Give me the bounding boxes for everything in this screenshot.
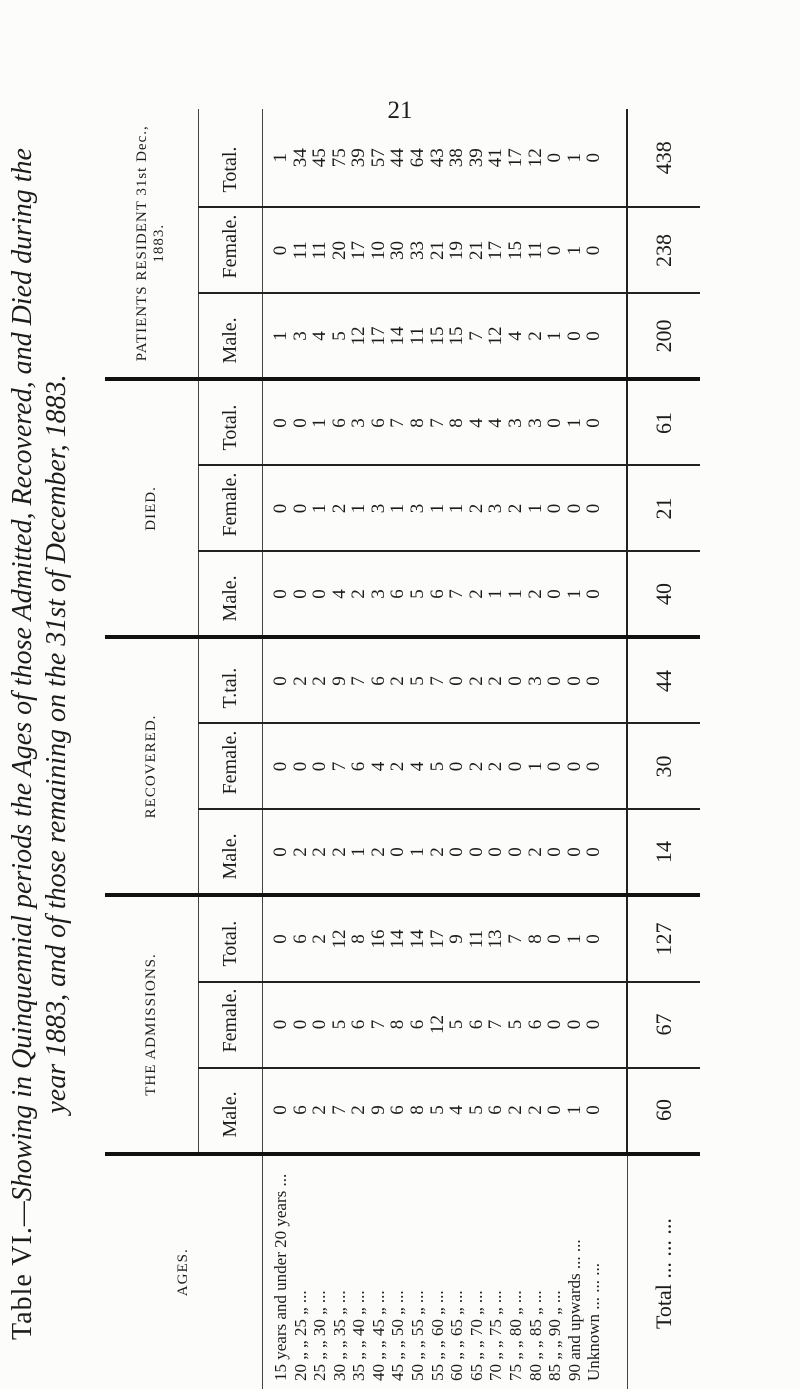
admissions-total-header: Total. bbox=[198, 895, 262, 981]
table-value: 2 bbox=[309, 847, 331, 857]
table-value: 8 bbox=[407, 418, 429, 428]
age-group-label: 25 „ „ 30 „ ... bbox=[310, 1290, 330, 1381]
table-value: 1 bbox=[269, 152, 291, 163]
table-value: 11 bbox=[524, 241, 546, 260]
table-value: 7 bbox=[446, 589, 468, 599]
table-value: 0 bbox=[544, 934, 566, 944]
table-value: 0 bbox=[544, 418, 566, 428]
table-value: 2 bbox=[485, 761, 507, 772]
table-value: 6 bbox=[485, 1105, 507, 1115]
table-value: 0 bbox=[583, 331, 605, 341]
table-value: 6 bbox=[328, 418, 350, 428]
table-value: 19 bbox=[446, 240, 468, 260]
table-value: 0 bbox=[544, 1105, 566, 1115]
table-value: 0 bbox=[269, 1105, 291, 1115]
table-value: 5 bbox=[407, 589, 429, 599]
recovered-male-cell bbox=[262, 809, 627, 895]
table-value: 0 bbox=[269, 418, 291, 428]
table-value: 7 bbox=[426, 418, 448, 428]
age-groups-cell bbox=[262, 1154, 627, 1389]
table-value: 1 bbox=[309, 503, 331, 514]
table-value: 2 bbox=[465, 503, 487, 514]
resident-total-values bbox=[263, 109, 604, 206]
totals-row bbox=[627, 109, 700, 1389]
table-value: 17 bbox=[426, 929, 448, 949]
table-value: 12 bbox=[426, 1015, 448, 1035]
admissions-female-header: Female. bbox=[198, 982, 262, 1068]
table-value: 2 bbox=[524, 847, 546, 857]
table-value: 7 bbox=[505, 934, 527, 944]
caption-line-2: year 1883, and of those remaining on the 31st of December, 1883. bbox=[41, 374, 72, 1114]
table-value: 2 bbox=[387, 761, 409, 772]
table-value: 2 bbox=[387, 676, 409, 686]
table-value: 0 bbox=[583, 1105, 605, 1115]
table-value: 9 bbox=[367, 1105, 389, 1115]
recovered-total-cell bbox=[262, 637, 627, 723]
table-value: 7 bbox=[328, 1105, 350, 1115]
table-value: 0 bbox=[269, 761, 291, 772]
table-value: 0 bbox=[269, 1019, 291, 1030]
table-value: 6 bbox=[524, 1019, 546, 1030]
resident-total-header: Total. bbox=[198, 109, 262, 207]
table-value: 0 bbox=[583, 761, 605, 772]
table-value: 0 bbox=[505, 676, 527, 686]
table-value: 7 bbox=[367, 1019, 389, 1030]
table-value: 1 bbox=[426, 503, 448, 514]
died-female-header: Female. bbox=[198, 465, 262, 551]
admissions-total-total: 127 bbox=[627, 895, 700, 981]
died-female-total: 21 bbox=[627, 465, 700, 551]
table-value: 14 bbox=[407, 929, 429, 949]
table-value: 4 bbox=[485, 418, 507, 428]
table-value: 3 bbox=[505, 418, 527, 428]
table-value: 5 bbox=[407, 676, 429, 686]
table-value: 4 bbox=[505, 331, 527, 341]
table-value: 0 bbox=[544, 245, 566, 256]
table-value: 41 bbox=[485, 148, 507, 168]
table-value: 0 bbox=[544, 847, 566, 857]
table-value: 2 bbox=[348, 589, 370, 599]
table-value: 0 bbox=[289, 503, 311, 514]
table-value: 2 bbox=[289, 847, 311, 857]
table-value: 0 bbox=[269, 934, 291, 944]
resident-female-header: Female. bbox=[198, 207, 262, 293]
age-group-label: Unknown ... ... ... bbox=[584, 1262, 604, 1381]
table-value: 0 bbox=[387, 847, 409, 857]
table-value: 0 bbox=[583, 152, 605, 163]
table-value: 2 bbox=[289, 676, 311, 686]
resident-female-total: 238 bbox=[627, 207, 700, 293]
table-value: 3 bbox=[367, 589, 389, 599]
table-value: 14 bbox=[387, 929, 409, 949]
table-value: 0 bbox=[583, 589, 605, 599]
table-value: 6 bbox=[348, 761, 370, 772]
table-value: 11 bbox=[407, 326, 429, 346]
table-value: 1 bbox=[269, 331, 291, 341]
age-group-label: 60 „ „ 65 „ ... bbox=[447, 1290, 467, 1381]
table-value: 4 bbox=[407, 761, 429, 772]
table-value: 75 bbox=[328, 148, 350, 168]
recovered-male-values bbox=[263, 810, 604, 893]
recovered-female-header: Female. bbox=[198, 723, 262, 809]
admissions-male-total: 60 bbox=[627, 1068, 700, 1154]
table-value: 4 bbox=[446, 1105, 468, 1115]
age-group-label: 85 „ „ 90 „ ... bbox=[545, 1290, 565, 1381]
table-value: 5 bbox=[505, 1019, 527, 1030]
recovered-header: RECOVERED. bbox=[105, 637, 198, 895]
table-caption bbox=[6, 129, 74, 1359]
table-value: 8 bbox=[524, 934, 546, 944]
table-value: 0 bbox=[269, 676, 291, 686]
table-value: 0 bbox=[309, 1019, 331, 1030]
table-value: 5 bbox=[426, 761, 448, 772]
table-value: 2 bbox=[367, 847, 389, 857]
table-value: 3 bbox=[289, 331, 311, 341]
table-value: 1 bbox=[407, 847, 429, 857]
admissions-header: THE ADMISSIONS. bbox=[105, 895, 198, 1153]
table-value: 0 bbox=[563, 676, 585, 686]
table-value: 8 bbox=[407, 1105, 429, 1115]
table-value: 8 bbox=[348, 934, 370, 944]
table-value: 6 bbox=[387, 589, 409, 599]
age-group-label: 15 years and under 20 years ... bbox=[270, 1173, 290, 1381]
table-value: 6 bbox=[407, 1019, 429, 1030]
table-value: 1 bbox=[524, 503, 546, 514]
table-value: 1 bbox=[563, 418, 585, 428]
caption-line-1: —Showing in Quinquennial periods the Ages of those Admitted, Recovered, and Died during the bbox=[7, 148, 38, 1227]
table-value: 7 bbox=[387, 418, 409, 428]
table-value: 12 bbox=[524, 148, 546, 168]
table-value: 2 bbox=[309, 676, 331, 686]
table-value: 0 bbox=[269, 245, 291, 256]
table-value: 2 bbox=[485, 676, 507, 686]
table-value: 0 bbox=[544, 589, 566, 599]
table-value: 0 bbox=[583, 676, 605, 686]
table-value: 43 bbox=[426, 148, 448, 168]
age-group-label: 65 „ „ 70 „ ... bbox=[466, 1290, 486, 1381]
total-label: Total ... ... ... bbox=[627, 1154, 700, 1389]
table-value: 10 bbox=[367, 240, 389, 260]
table-value: 0 bbox=[446, 847, 468, 857]
table-value: 17 bbox=[485, 240, 507, 260]
table-value: 1 bbox=[563, 1105, 585, 1115]
age-group-label: 80 „ „ 85 „ ... bbox=[525, 1290, 545, 1381]
table-value: 0 bbox=[269, 847, 291, 857]
table-value: 12 bbox=[485, 326, 507, 346]
resident-header: PATIENTS RESIDENT 31st Dec., 1883. bbox=[105, 109, 198, 379]
table-value: 0 bbox=[544, 1019, 566, 1030]
died-total-total: 61 bbox=[627, 379, 700, 465]
table-value: 1 bbox=[544, 331, 566, 341]
table-value: 39 bbox=[465, 148, 487, 168]
table-value: 6 bbox=[465, 1019, 487, 1030]
table-value: 0 bbox=[544, 676, 566, 686]
table-value: 17 bbox=[348, 240, 370, 260]
recovered-female-cell bbox=[262, 723, 627, 809]
resident-male-header: Male. bbox=[198, 293, 262, 379]
table-value: 0 bbox=[309, 589, 331, 599]
table-value: 0 bbox=[289, 761, 311, 772]
table-value: 1 bbox=[309, 418, 331, 428]
recovered-female-values bbox=[263, 724, 604, 808]
died-male-values bbox=[263, 552, 604, 635]
age-group-label: 55 „ „ 60 „ ... bbox=[427, 1290, 447, 1381]
table-value: 5 bbox=[465, 1105, 487, 1115]
table-value: 6 bbox=[387, 1105, 409, 1115]
table-value: 4 bbox=[465, 418, 487, 428]
resident-total-total: 438 bbox=[627, 109, 700, 207]
admissions-female-cell bbox=[262, 982, 627, 1068]
table-value: 3 bbox=[524, 418, 546, 428]
age-group-label: 45 „ „ 50 „ ... bbox=[388, 1290, 408, 1381]
table-value: 1 bbox=[563, 245, 585, 256]
page-number: 21 bbox=[387, 97, 413, 124]
table-value: 0 bbox=[583, 418, 605, 428]
resident-female-cell bbox=[262, 207, 627, 293]
age-groups-list bbox=[271, 1156, 604, 1381]
admissions-total-values bbox=[263, 897, 604, 980]
table-value: 5 bbox=[426, 1105, 448, 1115]
recovered-male-total: 14 bbox=[627, 809, 700, 895]
table-value: 4 bbox=[309, 331, 331, 341]
admissions-total-cell bbox=[262, 895, 627, 981]
ages-table bbox=[105, 109, 700, 1389]
table-value: 3 bbox=[367, 503, 389, 514]
age-group-label: 70 „ „ 75 „ ... bbox=[486, 1290, 506, 1381]
table-value: 4 bbox=[367, 761, 389, 772]
table-value: 1 bbox=[524, 761, 546, 772]
table-value: 6 bbox=[367, 418, 389, 428]
table-value: 6 bbox=[426, 589, 448, 599]
table-value: 3 bbox=[524, 676, 546, 686]
table-value: 0 bbox=[563, 503, 585, 514]
table-value: 0 bbox=[505, 761, 527, 772]
table-value: 7 bbox=[328, 761, 350, 772]
table-value: 9 bbox=[446, 934, 468, 944]
table-value: 21 bbox=[465, 240, 487, 260]
table-value: 0 bbox=[544, 152, 566, 163]
died-male-total: 40 bbox=[627, 551, 700, 637]
table-value: 3 bbox=[348, 418, 370, 428]
table-value: 5 bbox=[328, 1019, 350, 1030]
table-value: 7 bbox=[426, 676, 448, 686]
table-label: Table VI. bbox=[7, 1226, 38, 1340]
resident-male-cell bbox=[262, 293, 627, 379]
recovered-total-total: 44 bbox=[627, 637, 700, 723]
table-value: 0 bbox=[269, 503, 291, 514]
table-value: 0 bbox=[583, 847, 605, 857]
table-value: 2 bbox=[465, 589, 487, 599]
table-value: 2 bbox=[505, 503, 527, 514]
recovered-female-total: 30 bbox=[627, 723, 700, 809]
table-value: 17 bbox=[505, 148, 527, 168]
table-value: 38 bbox=[446, 148, 468, 168]
died-male-header: Male. bbox=[198, 551, 262, 637]
table-value: 17 bbox=[367, 326, 389, 346]
table-value: 16 bbox=[367, 929, 389, 949]
admissions-female-values bbox=[263, 983, 604, 1067]
rotated-table-sheet bbox=[0, 99, 800, 1389]
table-value: 15 bbox=[446, 326, 468, 346]
table-value: 64 bbox=[407, 148, 429, 168]
table-value: 14 bbox=[387, 326, 409, 346]
table-value: 7 bbox=[485, 1019, 507, 1030]
table-value: 4 bbox=[328, 589, 350, 599]
age-group-label: 50 „ „ 55 „ ... bbox=[408, 1290, 428, 1381]
age-group-label: 40 „ „ 45 „ ... bbox=[368, 1290, 388, 1381]
age-group-label: 30 „ „ 35 „ ... bbox=[329, 1290, 349, 1381]
table-value: 6 bbox=[348, 1019, 370, 1030]
age-group-label: 20 „ „ 25 „ ... bbox=[290, 1290, 310, 1381]
table-value: 1 bbox=[446, 503, 468, 514]
died-female-values bbox=[263, 466, 604, 550]
resident-male-total: 200 bbox=[627, 293, 700, 379]
body-row bbox=[262, 109, 627, 1389]
recovered-total-values bbox=[263, 639, 604, 722]
table-value: 0 bbox=[563, 331, 585, 341]
table-value: 1 bbox=[485, 589, 507, 599]
age-group-label: 75 „ „ 80 „ ... bbox=[506, 1290, 526, 1381]
died-female-cell bbox=[262, 465, 627, 551]
table-value: 39 bbox=[348, 148, 370, 168]
table-value: 12 bbox=[348, 326, 370, 346]
table-value: 2 bbox=[524, 589, 546, 599]
table-value: 2 bbox=[505, 1105, 527, 1115]
resident-total-cell bbox=[262, 109, 627, 207]
table-value: 8 bbox=[446, 418, 468, 428]
table-value: 0 bbox=[289, 589, 311, 599]
table-value: 0 bbox=[583, 934, 605, 944]
died-total-header: Total. bbox=[198, 379, 262, 465]
ages-header: AGES. bbox=[174, 1248, 191, 1297]
resident-male-values bbox=[263, 294, 604, 377]
table-value: 0 bbox=[289, 418, 311, 428]
age-group-label: 35 „ „ 40 „ ... bbox=[349, 1290, 369, 1381]
table-value: 0 bbox=[583, 245, 605, 256]
table-value: 30 bbox=[387, 240, 409, 260]
admissions-female-total: 67 bbox=[627, 982, 700, 1068]
table-value: 57 bbox=[367, 148, 389, 168]
table-value: 0 bbox=[563, 847, 585, 857]
table-value: 33 bbox=[407, 240, 429, 260]
table-value: 2 bbox=[328, 503, 350, 514]
died-total-values bbox=[263, 381, 604, 464]
table-value: 1 bbox=[563, 934, 585, 944]
table-value: 0 bbox=[289, 1019, 311, 1030]
table-value: 0 bbox=[485, 847, 507, 857]
table-value: 1 bbox=[505, 589, 527, 599]
table-value: 0 bbox=[309, 761, 331, 772]
table-value: 0 bbox=[563, 1019, 585, 1030]
table-value: 0 bbox=[505, 847, 527, 857]
table-value: 7 bbox=[465, 331, 487, 341]
table-value: 15 bbox=[505, 240, 527, 260]
table-value: 15 bbox=[426, 326, 448, 346]
table-value: 12 bbox=[328, 929, 350, 949]
table-value: 5 bbox=[446, 1019, 468, 1030]
table-value: 2 bbox=[309, 934, 331, 944]
table-value: 2 bbox=[465, 761, 487, 772]
admissions-male-values bbox=[263, 1069, 604, 1152]
table-value: 0 bbox=[583, 503, 605, 514]
table-value: 0 bbox=[544, 761, 566, 772]
table-value: 2 bbox=[309, 1105, 331, 1115]
table-value: 11 bbox=[465, 929, 487, 949]
table-value: 8 bbox=[387, 1019, 409, 1030]
table-value: 1 bbox=[563, 152, 585, 163]
table-value: 0 bbox=[563, 761, 585, 772]
table-value: 11 bbox=[309, 241, 331, 260]
table-value: 20 bbox=[328, 240, 350, 260]
table-value: 6 bbox=[289, 934, 311, 944]
table-value: 1 bbox=[348, 503, 370, 514]
table-value: 5 bbox=[328, 331, 350, 341]
table-value: 1 bbox=[348, 847, 370, 857]
recovered-total-header: T.tal. bbox=[198, 637, 262, 723]
table-value: 2 bbox=[348, 1105, 370, 1115]
table-value: 0 bbox=[446, 676, 468, 686]
admissions-male-header: Male. bbox=[198, 1068, 262, 1154]
table-value: 13 bbox=[485, 929, 507, 949]
table-value: 1 bbox=[563, 589, 585, 599]
recovered-male-header: Male. bbox=[198, 809, 262, 895]
table-value: 3 bbox=[485, 503, 507, 514]
table-value: 11 bbox=[289, 241, 311, 260]
age-group-label: 90 and upwards ... ... bbox=[564, 1239, 584, 1381]
table-value: 2 bbox=[465, 676, 487, 686]
admissions-male-cell bbox=[262, 1068, 627, 1154]
table-value: 44 bbox=[387, 148, 409, 168]
table-value: 6 bbox=[289, 1105, 311, 1115]
table-value: 0 bbox=[446, 761, 468, 772]
died-header: DIED. bbox=[105, 379, 198, 637]
table-value: 2 bbox=[524, 1105, 546, 1115]
table-value: 45 bbox=[309, 148, 331, 168]
table-value: 0 bbox=[465, 847, 487, 857]
table-value: 0 bbox=[583, 1019, 605, 1030]
group-header-row bbox=[105, 109, 198, 1389]
table-value: 7 bbox=[348, 676, 370, 686]
died-total-cell bbox=[262, 379, 627, 465]
table-value: 6 bbox=[367, 676, 389, 686]
table-value: 0 bbox=[544, 503, 566, 514]
died-male-cell bbox=[262, 551, 627, 637]
table-value: 21 bbox=[426, 240, 448, 260]
resident-female-values bbox=[263, 208, 604, 292]
table-value: 2 bbox=[426, 847, 448, 857]
table-value: 0 bbox=[269, 589, 291, 599]
table-value: 34 bbox=[289, 148, 311, 168]
table-value: 1 bbox=[387, 503, 409, 514]
table-value: 2 bbox=[524, 331, 546, 341]
table-value: 3 bbox=[407, 503, 429, 514]
table-value: 9 bbox=[328, 676, 350, 686]
table-value: 2 bbox=[328, 847, 350, 857]
